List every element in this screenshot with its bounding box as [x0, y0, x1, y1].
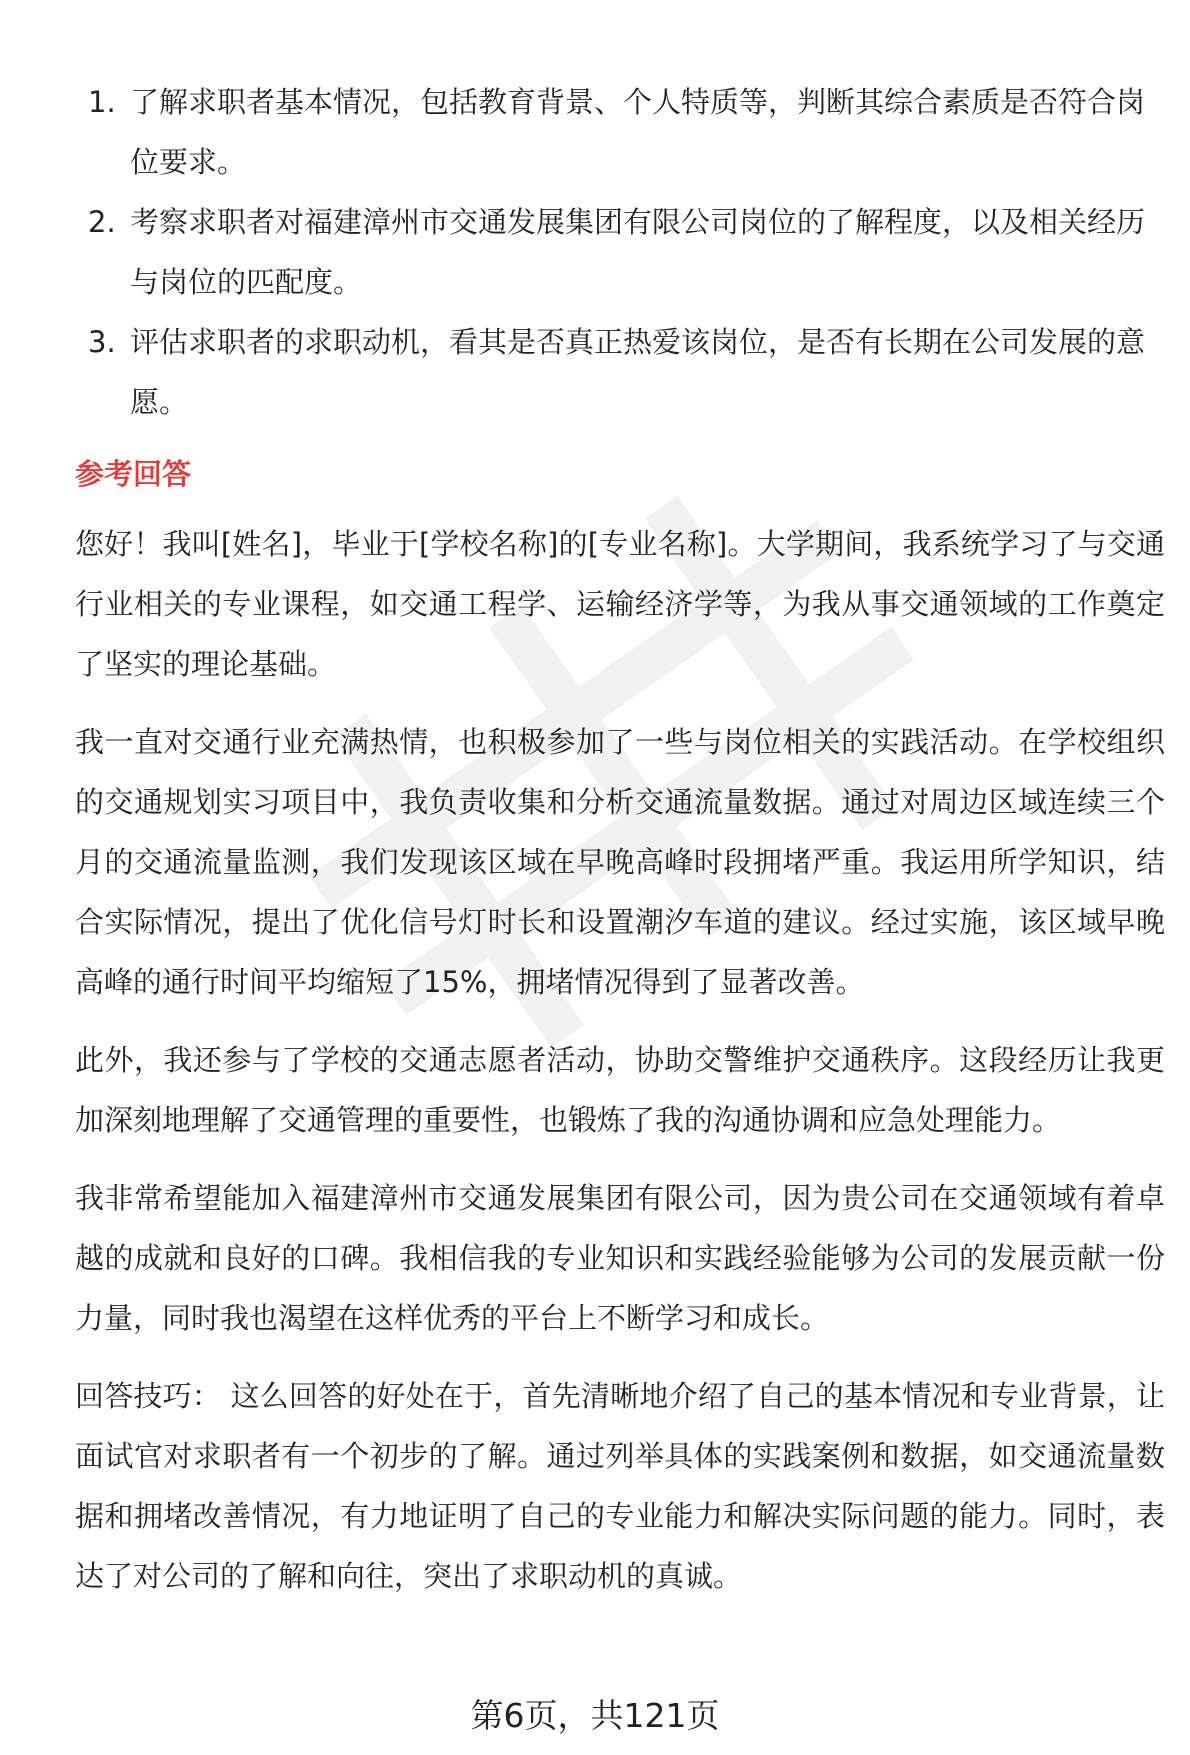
page-number: 第6页，共121页 [470, 1696, 720, 1735]
list-item [75, 72, 1165, 192]
list-text: 了解求职者基本情况，包括教育背景、个人特质等，判断其综合素质是否符合岗位要求。 [130, 85, 1146, 179]
list-item [75, 312, 1165, 432]
section-title: 参考回答 [75, 457, 192, 491]
document-body [75, 72, 1165, 1606]
list-number: 2. [88, 205, 116, 239]
list-text: 评估求职者的求职动机，看其是否真正热爱该岗位，是否有长期在公司发展的意愿。 [130, 325, 1146, 419]
list-text: 考察求职者对福建漳州市交通发展集团有限公司岗位的了解程度，以及相关经历与岗位的匹配度。 [130, 205, 1146, 299]
list-number: 1. [88, 85, 116, 119]
paragraph: 我非常希望能加入福建漳州市交通发展集团有限公司，因为贵公司在交通领域有着卓越的成就和良好的口碑。我相信我的专业知识和实践经验能够为公司的发展贡献一份力量，同时我也渴望在这样优秀的平台上不断学习和成长。 [75, 1181, 1165, 1335]
list-item [75, 192, 1165, 312]
paragraph: 我一直对交通行业充满热情，也积极参加了一些与岗位相关的实践活动。在学校组织的交通规划实习项目中，我负责收集和分析交通流量数据。通过对周边区域连续三个月的交通流量监测，我们发现该区域在早晚高峰时段拥堵严重。我运用所学知识，结合实际情况，提出了优化信号灯时长和设置潮汐车道的建议。经过实施，该区域早晚高峰的通行时间平均缩短了15%，拥堵情况得到了显著改善。 [75, 725, 1165, 999]
paragraph: 此外，我还参与了学校的交通志愿者活动，协助交警维护交通秩序。这段经历让我更加深刻地理解了交通管理的重要性，也锻炼了我的沟通协调和应急处理能力。 [75, 1043, 1165, 1137]
intro-list [75, 72, 1165, 432]
answer-tips-paragraph: 回答技巧： 这么回答的好处在于，首先清晰地介绍了自己的基本情况和专业背景，让面试官对求职者有一个初步的了解。通过列举具体的实践案例和数据，如交通流量数据和拥堵改善情况，有力地证明了自己的专业能力和解决实际问题的能力。同时，表达了对公司的了解和向往，突出了求职动机的真诚。 [75, 1379, 1165, 1593]
list-number: 3. [88, 325, 116, 359]
paragraph: 您好！我叫[姓名]，毕业于[学校名称]的[专业名称]。大学期间，我系统学习了与交通行业相关的专业课程，如交通工程学、运输经济学等，为我从事交通领域的工作奠定了坚实的理论基础。 [75, 527, 1165, 681]
